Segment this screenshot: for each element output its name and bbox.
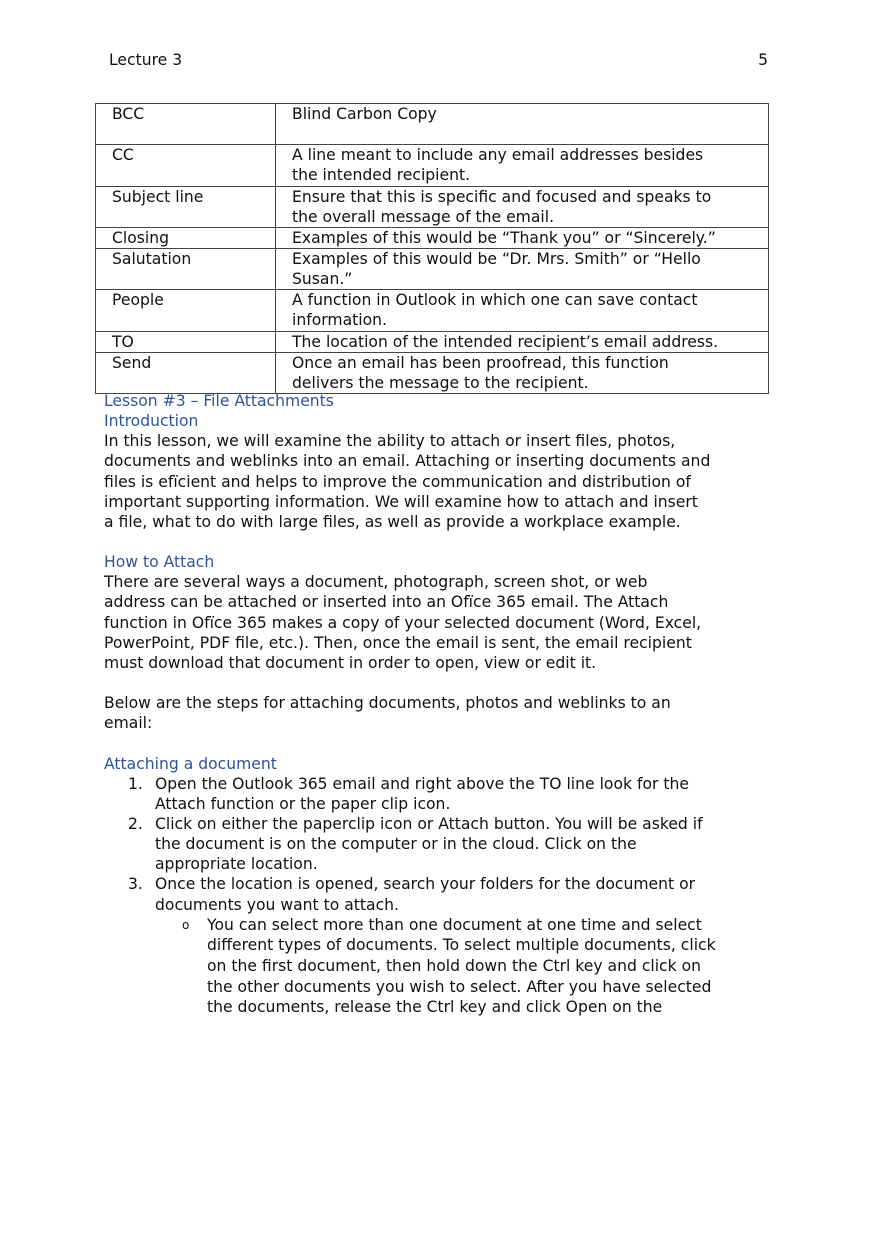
numbered-list-item — [104, 814, 784, 874]
sub-bullet-item — [104, 915, 784, 1018]
page-number: 5 — [758, 51, 768, 69]
paragraph-line: a file, what to do with large files, as well as provide a workplace example. — [104, 512, 681, 531]
definition-cell — [276, 290, 769, 331]
blank-line — [104, 673, 784, 693]
definition-line: Susan.” — [292, 270, 353, 289]
blank-line — [104, 733, 784, 753]
paragraph-line: function in Ofïce 365 makes a copy of your selected document (Word, Excel, — [104, 613, 702, 632]
paragraph-line: documents and weblinks into an email. Attaching or inserting documents and — [104, 452, 711, 471]
section-heading: Lesson #3 – File Attachments — [104, 392, 334, 410]
definition-line: delivers the message to the recipient. — [292, 373, 589, 392]
definition-line: the overall message of the email. — [292, 207, 555, 226]
paragraph-line: In this lesson, we will examine the ability to attach or insert files, photos, — [104, 432, 676, 451]
list-item-line: Click on either the paperclip icon or Attach button. You will be asked if — [155, 814, 703, 833]
list-number: 1. — [128, 774, 143, 793]
table-row — [96, 331, 769, 352]
term-cell: Send — [96, 352, 276, 393]
section-heading: Attaching a document — [104, 754, 277, 773]
list-item-line: different types of documents. To select multiple documents, click — [207, 936, 716, 955]
definition-line: Examples of this would be “Dr. Mrs. Smith” or “Hello — [292, 250, 701, 269]
definition-cell — [276, 331, 769, 352]
term-cell: Subject line — [96, 186, 276, 227]
email-terms-table — [95, 103, 769, 394]
list-item-line: the document is on the computer or in the cloud. Click on the — [155, 835, 637, 854]
paragraph-line: PowerPoint, PDF file, etc.). Then, once the email is sent, the email recipient — [104, 633, 692, 652]
paragraph — [104, 572, 784, 673]
term-cell: Closing — [96, 227, 276, 248]
list-item-line: Open the Outlook 365 email and right above the TO line look for the — [155, 774, 689, 793]
definition-line — [292, 124, 762, 144]
running-header-title: Lecture 3 — [109, 51, 183, 69]
blank-line — [104, 532, 784, 552]
section-heading: How to Attach — [104, 553, 215, 572]
definition-cell — [276, 352, 769, 393]
table-row — [96, 290, 769, 331]
bullet-marker: o — [182, 917, 190, 932]
table-row — [96, 352, 769, 393]
definition-line: information. — [292, 311, 387, 330]
definition-line: the intended recipient. — [292, 166, 471, 185]
definition-line: Once an email has been proofread, this function — [292, 353, 669, 372]
definition-line: A function in Outlook in which one can save contact — [292, 291, 698, 310]
table-row — [96, 227, 769, 248]
definition-cell — [276, 145, 769, 186]
list-item-line: the documents, release the Ctrl key and click Open on the — [207, 998, 663, 1017]
table-row — [96, 186, 769, 227]
paragraph-line: Below are the steps for attaching documents, photos and weblinks to an — [104, 694, 671, 713]
definition-line: Ensure that this is specific and focused and speaks to — [292, 187, 712, 206]
section-heading: Introduction — [104, 412, 199, 431]
definition-line: A line meant to include any email addresses besides — [292, 146, 704, 165]
list-item-line: You can select more than one document at one time and select — [207, 915, 702, 934]
term-cell: CC — [96, 145, 276, 186]
list-number: 2. — [128, 814, 143, 833]
table-row — [96, 145, 769, 186]
paragraph-line: email: — [104, 714, 153, 733]
list-item-line: Attach function or the paper clip icon. — [155, 794, 451, 813]
paragraph-line: There are several ways a document, photograph, screen shot, or web — [104, 573, 648, 592]
definition-cell — [276, 249, 769, 290]
definition-line: Blind Carbon Copy — [292, 105, 437, 123]
list-item-line: appropriate location. — [155, 855, 318, 874]
definition-line: The location of the intended recipient’s email address. — [292, 332, 719, 351]
paragraph-line: files is efïcient and helps to improve the communication and distribution of — [104, 472, 691, 491]
term-cell: TO — [96, 331, 276, 352]
numbered-list-item — [104, 874, 784, 914]
definition-cell — [276, 227, 769, 248]
list-item-line: the other documents you wish to select. After you have selected — [207, 977, 712, 996]
definition-cell — [276, 104, 769, 145]
paragraph — [104, 431, 784, 532]
definition-cell — [276, 186, 769, 227]
term-cell: BCC — [96, 104, 276, 145]
paragraph-line: must download that document in order to open, view or edit it. — [104, 653, 597, 672]
paragraph — [104, 693, 784, 733]
paragraph-line: important supporting information. We will examine how to attach and insert — [104, 492, 698, 511]
list-item-line: documents you want to attach. — [155, 895, 399, 914]
term-cell: People — [96, 290, 276, 331]
numbered-list-item — [104, 774, 784, 814]
list-item-line: Once the location is opened, search your folders for the document or — [155, 875, 696, 894]
document-body — [104, 391, 784, 1018]
paragraph-line: address can be attached or inserted into an Ofïce 365 email. The Attach — [104, 593, 669, 612]
table-row — [96, 249, 769, 290]
term-cell: Salutation — [96, 249, 276, 290]
list-number: 3. — [128, 875, 143, 894]
list-item-line: on the first document, then hold down the Ctrl key and click on — [207, 957, 702, 976]
definition-line: Examples of this would be “Thank you” or “Sincerely.” — [292, 228, 716, 247]
table-row — [96, 104, 769, 145]
